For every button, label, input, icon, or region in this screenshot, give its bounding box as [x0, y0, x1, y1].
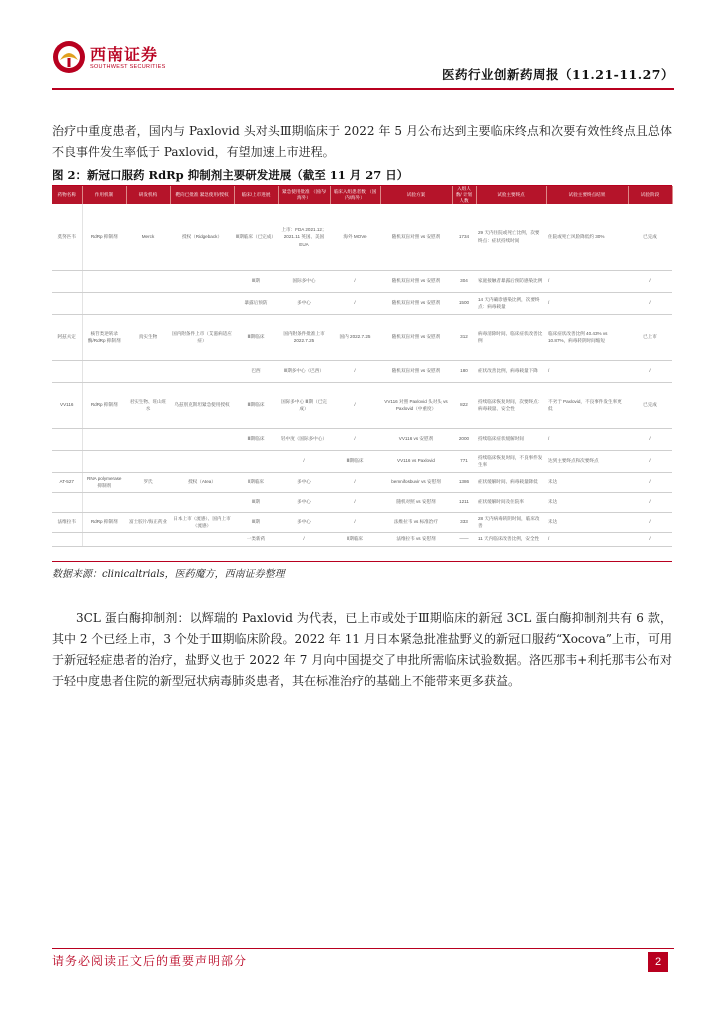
table-cell-result: /	[546, 428, 628, 450]
table-cell-drug: VV116	[52, 382, 82, 428]
table-cell-date: 国际多中心 Ⅲ期（已完成）	[278, 382, 330, 428]
logo-chinese-name: 西南证券	[90, 45, 159, 64]
logo-english-name: SOUTHWEST SECURITIES	[90, 64, 166, 70]
report-title: 医药行业创新药周报（11.21-11.27）	[442, 67, 674, 82]
table-cell-drug: 阿兹夫定	[52, 314, 82, 360]
table-row	[52, 360, 672, 382]
table-cell-auth	[170, 292, 234, 314]
table-cell-cn: 海外 MOVe	[330, 204, 380, 270]
table-cell-endpoint: 持续临床症状缓解时间	[476, 428, 546, 450]
table-cell-endpoint: 持续临床恢复时间，次要终点：病毒载量、安全性	[476, 382, 546, 428]
header-divider	[52, 88, 674, 90]
page-number: 2	[648, 952, 668, 972]
table-cell-auth	[170, 360, 234, 382]
table-row	[52, 512, 672, 532]
table-row	[52, 492, 672, 512]
table-cell-n: ——	[452, 532, 476, 546]
rdrp-progress-table	[52, 186, 673, 547]
table-cell-endpoint: 家庭接触者暴露后预防感染比例	[476, 270, 546, 292]
table-cell-endpoint: 14 天内确诊感染比例，次要终点：病毒载量	[476, 292, 546, 314]
table-cell-drug	[52, 492, 82, 512]
table-header-cell: 靶向已批准 紧急使用/授权	[170, 186, 234, 204]
table-cell-mech: RdRp 抑制剂	[82, 204, 126, 270]
table-cell-cn: 国内 2022.7.25	[330, 314, 380, 360]
table-cell-org	[126, 428, 170, 450]
table-cell-result: /	[546, 532, 628, 546]
table-cell-phase: /	[628, 270, 672, 292]
table-row	[52, 270, 672, 292]
table-cell-phase: 已完成	[628, 382, 672, 428]
table-cell-plan: VV116 vs 安慰剂	[380, 428, 452, 450]
table-cell-auth	[170, 450, 234, 472]
table-cell-date: 上市：FDA 2021.12；2021.11 英国、美国 EUA	[278, 204, 330, 270]
table-cell-cn: /	[330, 270, 380, 292]
table-cell-n: 1500	[452, 292, 476, 314]
table-cell-date: 多中心	[278, 492, 330, 512]
table-cell-org	[126, 270, 170, 292]
table-cell-result: 住院或死亡风险降低约 30%	[546, 204, 628, 270]
table-cell-n: 333	[452, 512, 476, 532]
table-cell-drug	[52, 428, 82, 450]
table-cell-auth: 日本上市（流感）、国内上市（流感）	[170, 512, 234, 532]
table-row	[52, 450, 672, 472]
table-cell-cn: /	[330, 428, 380, 450]
table-cell-stage: 巴西	[234, 360, 278, 382]
data-source-note: 数据来源：clinicaltrials，医药魔方，西南证券整理	[52, 569, 285, 580]
table-header-cell: 入组人数/ 计划人数	[452, 186, 476, 204]
table-cell-org: Merck	[126, 204, 170, 270]
figure-title: 图 2：新冠口服药 RdRp 抑制剂主要研发进展（截至 11 月 27 日）	[52, 168, 409, 182]
table-row	[52, 428, 672, 450]
table-header-cell: 试验阶段	[628, 186, 672, 204]
table-row	[52, 382, 672, 428]
source-divider	[52, 561, 672, 562]
table-cell-plan: 随机双盲对照 vs 安慰剂	[380, 292, 452, 314]
table-cell-endpoint: 28 天内病毒转阴时间，临床改善	[476, 512, 546, 532]
table-cell-endpoint: 症状改善比例，病毒载量下降	[476, 360, 546, 382]
table-cell-endpoint: 病毒清除时间、临床症状改善比例	[476, 314, 546, 360]
table-cell-result: 达到主要终点和次要终点	[546, 450, 628, 472]
table-cell-result: /	[546, 292, 628, 314]
table-cell-n: 304	[452, 270, 476, 292]
table-header-cell: 临床/上市进展	[234, 186, 278, 204]
table-cell-plan: VV116 vs Paxlovid	[380, 450, 452, 472]
table-cell-plan: 随机双盲对照 vs 安慰剂	[380, 204, 452, 270]
table-cell-plan: 随机双盲对照 vs 安慰剂	[380, 270, 452, 292]
page-header	[52, 38, 674, 90]
table-cell-cn: Ⅲ期临床	[330, 450, 380, 472]
table-cell-n: 1734	[452, 204, 476, 270]
table-header-row	[52, 186, 672, 204]
table-cell-stage: Ⅲ期临床	[234, 314, 278, 360]
table-cell-result: 未达	[546, 492, 628, 512]
table-cell-n: 1211	[452, 492, 476, 512]
table-cell-auth	[170, 492, 234, 512]
table-cell-mech: RNA polymerase 抑制剂	[82, 472, 126, 492]
table-cell-stage: Ⅲ期临床	[234, 382, 278, 428]
table-cell-date: 多中心	[278, 472, 330, 492]
table-cell-stage: 暴露后预防	[234, 292, 278, 314]
table-cell-plan: 随机对照 vs 安慰剂	[380, 492, 452, 512]
3cl-paragraph: 3CL 蛋白酶抑制剂：以辉瑞的 Paxlovid 为代表，已上市或处于Ⅲ期临床的新冠 3CL 蛋白酶抑制剂共有 6 款，其中 2 个已经上市，3 个处于Ⅲ期临床阶段。2022 年 11 月日本紧急批准盐野义的新冠口服药“Xocova”上市，可用于新冠轻症患者的治疗，盐野义也于 2022 年 7 月向中国提交了申批所需临床试验数据。洛匹那韦+利托那韦公布对于轻中度患者住院的新型冠状病毒肺炎患者，其在标准治疗的基础上不能带来更多获益。	[52, 611, 672, 688]
table-cell-result: 未达	[546, 512, 628, 532]
table-cell-phase: /	[628, 472, 672, 492]
table-cell-drug: AT-527	[52, 472, 82, 492]
table-cell-stage: Ⅱ期临床	[234, 472, 278, 492]
table-cell-n: 822	[452, 382, 476, 428]
table-cell-mech	[82, 450, 126, 472]
table-cell-phase: /	[628, 512, 672, 532]
table-cell-endpoint: 症状缓解时间及住院率	[476, 492, 546, 512]
table-cell-result: /	[546, 270, 628, 292]
table-cell-auth: 乌兹别克斯坦紧急使用授权	[170, 382, 234, 428]
table-cell-auth	[170, 428, 234, 450]
table-row	[52, 204, 672, 270]
table-cell-phase: /	[628, 292, 672, 314]
footer-disclaimer: 请务必阅读正文后的重要声明部分	[52, 954, 248, 968]
table-cell-date: /	[278, 532, 330, 546]
table-cell-plan: bemnifosbuvir vs 安慰剂	[380, 472, 452, 492]
table-cell-phase: /	[628, 532, 672, 546]
table-cell-org: 罗氏	[126, 472, 170, 492]
table-cell-plan: 随机双盲对照 vs 安慰剂	[380, 360, 452, 382]
table-cell-drug: 莫努匹韦	[52, 204, 82, 270]
table-cell-n: 180	[452, 360, 476, 382]
table-cell-stage: Ⅲ期临床	[234, 428, 278, 450]
table-cell-phase: 已上市	[628, 314, 672, 360]
table-cell-n: 2000	[452, 428, 476, 450]
table-cell-org: 君实生物、旺山旺水	[126, 382, 170, 428]
table-cell-stage: Ⅲ期	[234, 492, 278, 512]
table-cell-stage: 一类新药	[234, 532, 278, 546]
table-cell-mech	[82, 428, 126, 450]
table-cell-drug: 法维拉韦	[52, 512, 82, 532]
table-cell-cn: /	[330, 360, 380, 382]
table-cell-plan: 法维拉韦 vs 标准治疗	[380, 512, 452, 532]
table-header-cell: 试验方案	[380, 186, 452, 204]
table-cell-org	[126, 532, 170, 546]
table-cell-n: 312	[452, 314, 476, 360]
table-cell-drug	[52, 360, 82, 382]
table-cell-mech	[82, 270, 126, 292]
table-cell-mech	[82, 492, 126, 512]
table-header-cell: 药物名称	[52, 186, 82, 204]
table-cell-mech: RdRp 抑制剂	[82, 512, 126, 532]
table-header-cell: 试验主要终点结果	[546, 186, 628, 204]
table-cell-cn: /	[330, 512, 380, 532]
table-cell-date: 国际多中心	[278, 270, 330, 292]
table-cell-org	[126, 492, 170, 512]
table-cell-cn: /	[330, 472, 380, 492]
table-cell-result: 临床症状改善比例 40.43% vs 10.87%，病毒转阴时间缩短	[546, 314, 628, 360]
table-cell-date: /	[278, 450, 330, 472]
table-cell-phase: /	[628, 428, 672, 450]
table-cell-result: 不劣于 Paxlovid，不良事件发生率更低	[546, 382, 628, 428]
table-cell-cn: Ⅱ期临床	[330, 532, 380, 546]
table-cell-date: 多中心	[278, 512, 330, 532]
table-cell-plan: 法维拉韦 vs 安慰剂	[380, 532, 452, 546]
table-cell-stage: Ⅲ期临床（已完成）	[234, 204, 278, 270]
table-cell-drug	[52, 270, 82, 292]
table-cell-stage	[234, 450, 278, 472]
table-cell-date: 多中心	[278, 292, 330, 314]
table-header-cell: 紧急使用批准 （国内/海外）	[278, 186, 330, 204]
table-cell-drug	[52, 292, 82, 314]
table-cell-mech	[82, 360, 126, 382]
table-row	[52, 472, 672, 492]
table-cell-endpoint: 症状缓解时间、病毒载量降低	[476, 472, 546, 492]
table-cell-result: 未达	[546, 472, 628, 492]
table-cell-mech: RdRp 抑制剂	[82, 382, 126, 428]
table-cell-phase: /	[628, 492, 672, 512]
table-cell-cn: /	[330, 292, 380, 314]
table-cell-result: /	[546, 360, 628, 382]
table-cell-plan: VV116 对照 Paxlovid 头对头 vs Paxlovid（中重度）	[380, 382, 452, 428]
table-cell-org	[126, 360, 170, 382]
table-cell-phase: 已完成	[628, 204, 672, 270]
table-cell-endpoint: 持续临床恢复时间，不良事件发生率	[476, 450, 546, 472]
table-cell-stage: Ⅲ期	[234, 512, 278, 532]
table-header-cell: 研发机构	[126, 186, 170, 204]
table-cell-auth	[170, 532, 234, 546]
table-cell-n: 1386	[452, 472, 476, 492]
table-cell-n: 771	[452, 450, 476, 472]
table-cell-org	[126, 292, 170, 314]
table-cell-mech: 核苷类逆转录酶/RdRp 抑制剂	[82, 314, 126, 360]
table-cell-drug	[52, 532, 82, 546]
table-cell-org: 真实生物	[126, 314, 170, 360]
table-header-cell: 临床入组患者数 （国内/海外）	[330, 186, 380, 204]
southwest-securities-logo-icon	[52, 40, 86, 74]
table-cell-cn: /	[330, 492, 380, 512]
table-row	[52, 532, 672, 546]
table-cell-mech	[82, 292, 126, 314]
table-cell-stage: Ⅲ期	[234, 270, 278, 292]
table-cell-auth	[170, 270, 234, 292]
table-cell-phase: /	[628, 360, 672, 382]
table-row	[52, 314, 672, 360]
table-cell-mech	[82, 532, 126, 546]
table-cell-endpoint: 11 天内临床改善比例，安全性	[476, 532, 546, 546]
table-cell-date: 国内附条件批准上市 2022.7.25	[278, 314, 330, 360]
table-cell-phase: /	[628, 450, 672, 472]
table-cell-org: 富士胶片/海正药业	[126, 512, 170, 532]
table-cell-date: Ⅲ期多中心（巴西）	[278, 360, 330, 382]
table-cell-org	[126, 450, 170, 472]
intro-paragraph: 治疗中重度患者，国内与 Paxlovid 头对头Ⅲ期临床于 2022 年 5 月公布达到主要临床终点和次要有效性终点且总体不良事件发生率低于 Paxlovid，有望加速上市进程。	[52, 124, 672, 159]
table-cell-auth: 授权（Ridgeback）	[170, 204, 234, 270]
table-cell-endpoint: 29 天内住院或死亡比例，次要终点：症状持续时间	[476, 204, 546, 270]
table-cell-cn: /	[330, 382, 380, 428]
table-header-cell: 作用机制	[82, 186, 126, 204]
table-cell-drug	[52, 450, 82, 472]
table-cell-date: 轻中度（国际多中心）	[278, 428, 330, 450]
table-row	[52, 292, 672, 314]
table-cell-auth: 国内附条件上市（艾滋病适应症）	[170, 314, 234, 360]
table-cell-plan: 随机双盲对照 vs 安慰剂	[380, 314, 452, 360]
table-cell-auth: 授权（Atea）	[170, 472, 234, 492]
table-header-cell: 试验主要终点	[476, 186, 546, 204]
footer-divider	[52, 948, 674, 949]
